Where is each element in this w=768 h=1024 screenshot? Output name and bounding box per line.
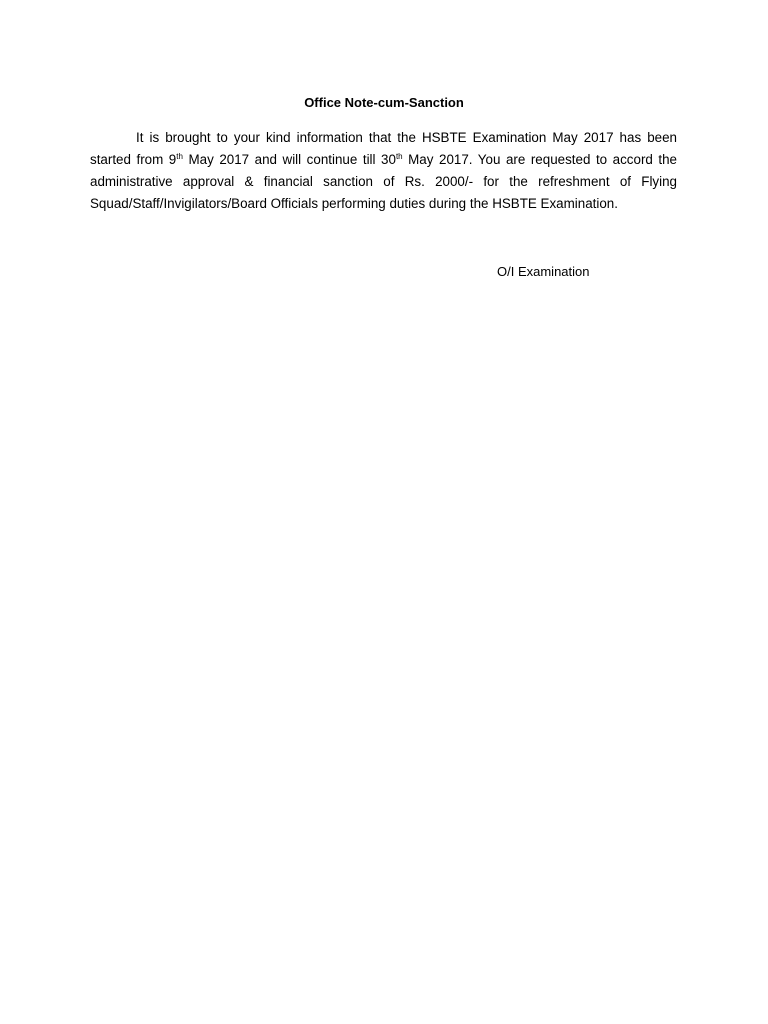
- paragraph-text-part-3: May 2017. You are requested to accord the administrative approval & financial sanction of Rs. 2000/- for the refreshment of Flying Squad/Staff/Invigilators/Board Officials performing duties during the HSBTE Examination.: [90, 152, 678, 211]
- signatory-designation: O/I Examination: [497, 264, 590, 279]
- ordinal-suffix-2: th: [395, 152, 403, 161]
- paragraph-text-part-1: It is brought to your kind information that the HSBTE Examination May 2017 has been started from 9: [90, 130, 677, 167]
- ordinal-suffix-1: th: [176, 152, 183, 161]
- paragraph-text-part-2: May 2017 and will continue till 30: [182, 152, 396, 167]
- body-paragraph: [90, 127, 677, 215]
- document-title: Office Note-cum-Sanction: [304, 95, 464, 110]
